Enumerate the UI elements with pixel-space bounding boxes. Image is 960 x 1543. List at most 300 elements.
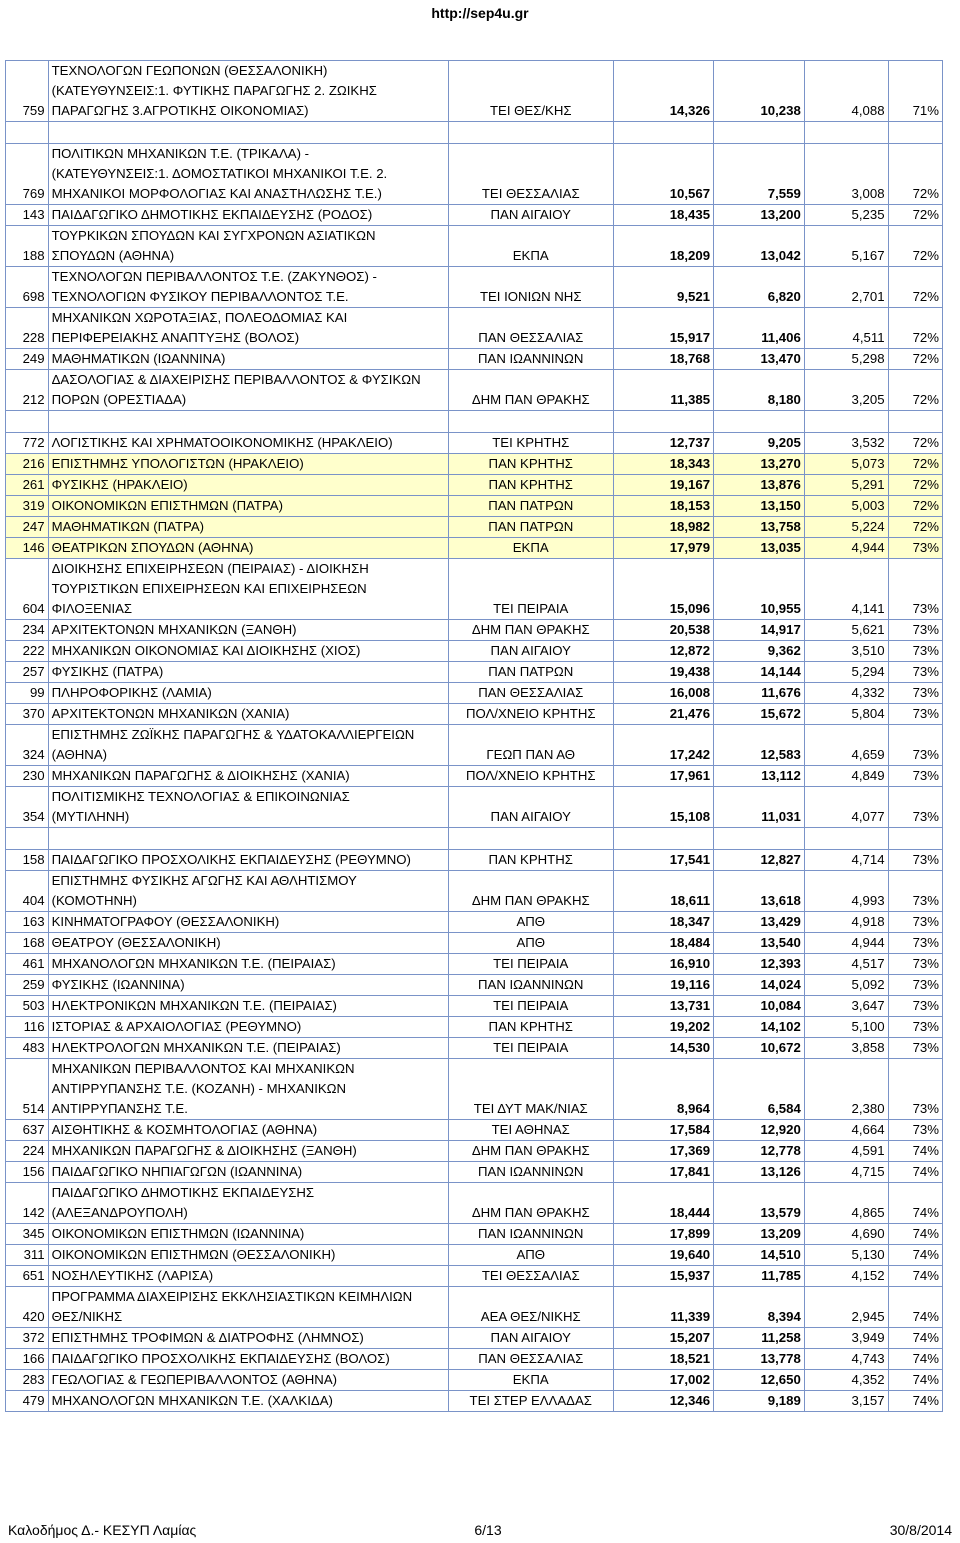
department-name-line: ΟΙΚΟΝΟΜΙΚΩΝ ΕΠΙΣΤΗΜΩΝ (ΠΑΤΡΑ) — [51, 498, 283, 513]
score-value-2: 13,126 — [714, 1162, 805, 1183]
institution: ΑΠΘ — [448, 933, 613, 954]
department-code: 483 — [6, 1038, 49, 1059]
score-value-1: 17,242 — [613, 725, 713, 766]
score-percentage: 72% — [888, 454, 942, 475]
score-difference: 4,332 — [804, 683, 888, 704]
score-percentage: 73% — [888, 766, 942, 787]
score-difference: 4,865 — [804, 1183, 888, 1224]
table-row — [6, 620, 943, 641]
score-difference: 5,621 — [804, 620, 888, 641]
department-name-line: ΚΙΝΗΜΑΤΟΓΡΑΦΟΥ (ΘΕΣΣΑΛΟΝΙΚΗ) — [51, 914, 280, 929]
department-name-line: ΑΝΤΙΡΡΥΠΑΝΣΗΣ Τ.Ε. (ΚΟΖΑΝΗ) - ΜΗΧΑΝΙΚΩΝ — [51, 1081, 347, 1096]
department-name-line: ΕΠΙΣΤΗΜΗΣ ΥΠΟΛΟΓΙΣΤΩΝ (ΗΡΑΚΛΕΙΟ) — [51, 456, 304, 471]
department-name-line: ΟΙΚΟΝΟΜΙΚΩΝ ΕΠΙΣΤΗΜΩΝ (ΙΩΑΝΝΙΝΑ) — [51, 1226, 305, 1241]
table-row — [6, 454, 943, 475]
score-difference: 4,743 — [804, 1349, 888, 1370]
footer-date: 30/8/2014 — [889, 1522, 952, 1538]
score-value-1: 17,841 — [613, 1162, 713, 1183]
department-name-line: ΘΕΑΤΡΟΥ (ΘΕΣΣΑΛΟΝΙΚΗ) — [51, 935, 221, 950]
institution: ΤΕΙ ΠΕΙΡΑΙΑ — [448, 996, 613, 1017]
department-code: 143 — [6, 205, 49, 226]
score-value-2: 12,583 — [714, 725, 805, 766]
department-name — [48, 850, 448, 871]
table-row — [6, 996, 943, 1017]
table-row — [6, 1017, 943, 1038]
score-value-2: 12,920 — [714, 1120, 805, 1141]
score-percentage: 71% — [888, 61, 942, 122]
score-value-1: 11,385 — [613, 370, 713, 411]
score-value-2: 13,209 — [714, 1224, 805, 1245]
department-name-line: ΠΟΛΙΤΙΣΜΙΚΗΣ ΤΕΧΝΟΛΟΓΙΑΣ & ΕΠΙΚΟΙΝΩΝΙΑΣ — [51, 789, 350, 804]
score-value-2: 13,270 — [714, 454, 805, 475]
department-code: 163 — [6, 912, 49, 933]
table-row — [6, 144, 943, 205]
department-name-line: ΠΑΙΔΑΓΩΓΙΚΟ ΔΗΜΟΤΙΚΗΣ ΕΚΠΑΙΔΕΥΣΗΣ — [51, 1185, 315, 1200]
score-percentage: 72% — [888, 475, 942, 496]
score-value-1: 18,435 — [613, 205, 713, 226]
table-row — [6, 267, 943, 308]
score-value-1: 14,530 — [613, 1038, 713, 1059]
score-difference: 5,130 — [804, 1245, 888, 1266]
department-name-line: ΤΕΧΝΟΛΟΓΩΝ ΓΕΩΠΟΝΩΝ (ΘΕΣΣΑΛΟΝΙΚΗ) — [51, 63, 328, 78]
institution: ΠΑΝ ΑΙΓΑΙΟΥ — [448, 641, 613, 662]
score-value-1: 18,153 — [613, 496, 713, 517]
table-row — [6, 912, 943, 933]
department-code: 234 — [6, 620, 49, 641]
table-row — [6, 1038, 943, 1059]
score-percentage: 74% — [888, 1370, 942, 1391]
table-row — [6, 766, 943, 787]
department-code: 372 — [6, 1328, 49, 1349]
department-code: 156 — [6, 1162, 49, 1183]
department-name-line: ΠΟΛΙΤΙΚΩΝ ΜΗΧΑΝΙΚΩΝ Τ.Ε. (ΤΡΙΚΑΛΑ) - — [51, 146, 310, 161]
department-code: 769 — [6, 144, 49, 205]
score-value-1: 17,961 — [613, 766, 713, 787]
score-percentage: 73% — [888, 850, 942, 871]
department-name-line: ΘΕΣ/ΝΙΚΗΣ — [51, 1309, 123, 1324]
department-name — [48, 1266, 448, 1287]
score-value-2: 14,102 — [714, 1017, 805, 1038]
score-difference: 2,945 — [804, 1287, 888, 1328]
score-value-2: 13,429 — [714, 912, 805, 933]
department-name-line: ΤΟΥΡΙΣΤΙΚΩΝ ΕΠΙΧΕΙΡΗΣΕΩΝ ΚΑΙ ΕΠΙΧΕΙΡΗΣΕΩΝ — [51, 581, 367, 596]
score-value-1: 11,339 — [613, 1287, 713, 1328]
department-name-line: ΜΗΧΑΝΙΚΩΝ ΟΙΚΟΝΟΜΙΑΣ ΚΑΙ ΔΙΟΙΚΗΣΗΣ (ΧΙΟΣ) — [51, 643, 361, 658]
score-value-2: 10,084 — [714, 996, 805, 1017]
score-value-2: 10,955 — [714, 559, 805, 620]
department-code: 249 — [6, 349, 49, 370]
table-row — [6, 226, 943, 267]
department-name — [48, 871, 448, 912]
score-percentage: 73% — [888, 1120, 942, 1141]
score-percentage: 72% — [888, 267, 942, 308]
score-percentage: 74% — [888, 1224, 942, 1245]
department-name-line: (ΚΑΤΕΥΘΥΝΣΕΙΣ:1. ΦΥΤΙΚΗΣ ΠΑΡΑΓΩΓΗΣ 2. ΖΩΙΚΗΣ — [51, 83, 377, 98]
institution: ΠΑΝ ΑΙΓΑΙΟΥ — [448, 787, 613, 828]
department-name-line: ΤΕΧΝΟΛΟΓΙΩΝ ΦΥΣΙΚΟΥ ΠΕΡΙΒΑΛΛΟΝΤΟΣ Τ.Ε. — [51, 289, 349, 304]
institution: ΕΚΠΑ — [448, 1370, 613, 1391]
department-name-line: ΕΠΙΣΤΗΜΗΣ ΤΡΟΦΙΜΩΝ & ΔΙΑΤΡΟΦΗΣ (ΛΗΜΝΟΣ) — [51, 1330, 364, 1345]
score-value-1: 9,521 — [613, 267, 713, 308]
institution: ΑΠΘ — [448, 1245, 613, 1266]
institution: ΠΑΝ ΚΡΗΤΗΣ — [448, 1017, 613, 1038]
score-value-1: 18,768 — [613, 349, 713, 370]
score-value-2: 13,150 — [714, 496, 805, 517]
institution: ΠΑΝ ΘΕΣΣΑΛΙΑΣ — [448, 308, 613, 349]
score-value-2: 11,676 — [714, 683, 805, 704]
department-name — [48, 787, 448, 828]
score-difference: 3,949 — [804, 1328, 888, 1349]
score-value-2: 13,200 — [714, 205, 805, 226]
department-name — [48, 433, 448, 454]
score-value-2: 13,876 — [714, 475, 805, 496]
score-value-1: 18,484 — [613, 933, 713, 954]
score-percentage: 73% — [888, 787, 942, 828]
score-percentage: 72% — [888, 433, 942, 454]
score-value-2: 7,559 — [714, 144, 805, 205]
table-row — [6, 349, 943, 370]
score-percentage: 72% — [888, 144, 942, 205]
department-name — [48, 1017, 448, 1038]
score-difference: 4,918 — [804, 912, 888, 933]
score-difference: 4,591 — [804, 1141, 888, 1162]
score-value-2: 13,035 — [714, 538, 805, 559]
department-code: 116 — [6, 1017, 49, 1038]
table-row — [6, 1391, 943, 1412]
institution: ΤΕΙ ΠΕΙΡΑΙΑ — [448, 954, 613, 975]
department-name-line: ΤΟΥΡΚΙΚΩΝ ΣΠΟΥΔΩΝ ΚΑΙ ΣΥΓΧΡΟΝΩΝ ΑΣΙΑΤΙΚΩΝ — [51, 228, 376, 243]
score-difference: 4,352 — [804, 1370, 888, 1391]
department-code: 259 — [6, 975, 49, 996]
table-row — [6, 933, 943, 954]
score-difference: 4,714 — [804, 850, 888, 871]
department-name-line: ΦΥΣΙΚΗΣ (ΗΡΑΚΛΕΙΟ) — [51, 477, 188, 492]
score-percentage: 73% — [888, 912, 942, 933]
table-row — [6, 1266, 943, 1287]
department-name-line: (ΚΟΜΟΤΗΝΗ) — [51, 893, 137, 908]
department-code: 404 — [6, 871, 49, 912]
department-name — [48, 1059, 448, 1120]
department-code: 230 — [6, 766, 49, 787]
score-percentage: 73% — [888, 933, 942, 954]
department-name — [48, 308, 448, 349]
score-value-1: 18,209 — [613, 226, 713, 267]
score-value-2: 14,510 — [714, 1245, 805, 1266]
department-name-line: ΠΑΡΑΓΩΓΗΣ 3.ΑΓΡΟΤΙΚΗΣ ΟΙΚΟΝΟΜΙΑΣ) — [51, 103, 309, 118]
department-name — [48, 454, 448, 475]
department-name — [48, 1328, 448, 1349]
score-value-1: 19,167 — [613, 475, 713, 496]
score-difference: 5,092 — [804, 975, 888, 996]
department-name-line: ΦΥΣΙΚΗΣ (ΙΩΑΝΝΙΝΑ) — [51, 977, 185, 992]
score-value-2: 9,362 — [714, 641, 805, 662]
department-name — [48, 517, 448, 538]
department-code: 772 — [6, 433, 49, 454]
score-percentage: 73% — [888, 662, 942, 683]
score-percentage: 73% — [888, 620, 942, 641]
score-percentage: 73% — [888, 1017, 942, 1038]
department-name-line: ΜΗΧΑΝΙΚΩΝ ΠΑΡΑΓΩΓΗΣ & ΔΙΟΙΚΗΣΗΣ (ΞΑΝΘΗ) — [51, 1143, 357, 1158]
institution: ΠΑΝ ΚΡΗΤΗΣ — [448, 454, 613, 475]
score-difference: 5,003 — [804, 496, 888, 517]
department-name-line: ΠΑΙΔΑΓΩΓΙΚΟ ΠΡΟΣΧΟΛΙΚΗΣ ΕΚΠΑΙΔΕΥΣΗΣ (ΒΟΛΟΣ) — [51, 1351, 390, 1366]
institution: ΠΑΝ ΑΙΓΑΙΟΥ — [448, 1328, 613, 1349]
score-value-1: 8,964 — [613, 1059, 713, 1120]
score-percentage: 72% — [888, 370, 942, 411]
score-value-2: 13,778 — [714, 1349, 805, 1370]
table-row — [6, 433, 943, 454]
department-name-line: ΜΗΧΑΝΟΛΟΓΩΝ ΜΗΧΑΝΙΚΩΝ Τ.Ε. (ΠΕΙΡΑΙΑΣ) — [51, 956, 336, 971]
score-value-1: 18,444 — [613, 1183, 713, 1224]
institution: ΤΕΙ ΘΕΣ/ΚΗΣ — [448, 61, 613, 122]
score-difference: 4,659 — [804, 725, 888, 766]
institution: ΤΕΙ ΠΕΙΡΑΙΑ — [448, 1038, 613, 1059]
score-difference: 4,517 — [804, 954, 888, 975]
department-name — [48, 538, 448, 559]
department-name — [48, 475, 448, 496]
score-value-1: 13,731 — [613, 996, 713, 1017]
department-code: 188 — [6, 226, 49, 267]
institution: ΓΕΩΠ ΠΑΝ ΑΘ — [448, 725, 613, 766]
institution: ΔΗΜ ΠΑΝ ΘΡΑΚΗΣ — [448, 1183, 613, 1224]
score-percentage: 74% — [888, 1349, 942, 1370]
department-name-line: ΗΛΕΚΤΡΟΛΟΓΩΝ ΜΗΧΑΝΙΚΩΝ Τ.Ε. (ΠΕΙΡΑΙΑΣ) — [51, 1040, 341, 1055]
score-value-1: 15,108 — [613, 787, 713, 828]
score-difference: 4,993 — [804, 871, 888, 912]
institution: ΔΗΜ ΠΑΝ ΘΡΑΚΗΣ — [448, 620, 613, 641]
table-spacer-row — [6, 411, 943, 433]
score-percentage: 74% — [888, 1183, 942, 1224]
table-row — [6, 538, 943, 559]
score-percentage: 74% — [888, 1391, 942, 1412]
department-name-line: ΠΑΙΔΑΓΩΓΙΚΟ ΠΡΟΣΧΟΛΙΚΗΣ ΕΚΠΑΙΔΕΥΣΗΣ (ΡΕΘΥΜΝΟ) — [51, 852, 411, 867]
score-difference: 4,849 — [804, 766, 888, 787]
department-code: 370 — [6, 704, 49, 725]
score-value-2: 8,180 — [714, 370, 805, 411]
table-row — [6, 517, 943, 538]
department-name-line: ΓΕΩΛΟΓΙΑΣ & ΓΕΩΠΕΡΙΒΑΛΛΟΝΤΟΣ (ΑΘΗΝΑ) — [51, 1372, 338, 1387]
institution: ΤΕΙ ΔΥΤ ΜΑΚ/ΝΙΑΣ — [448, 1059, 613, 1120]
score-percentage: 73% — [888, 725, 942, 766]
department-name — [48, 205, 448, 226]
table-row — [6, 871, 943, 912]
score-difference: 3,157 — [804, 1391, 888, 1412]
department-code: 168 — [6, 933, 49, 954]
department-name-line: ΤΕΧΝΟΛΟΓΩΝ ΠΕΡΙΒΑΛΛΟΝΤΟΣ Τ.Ε. (ΖΑΚΥΝΘΟΣ) - — [51, 269, 377, 284]
department-name-line: ΔΙΟΙΚΗΣΗΣ ΕΠΙΧΕΙΡΗΣΕΩΝ (ΠΕΙΡΑΙΑΣ) - ΔΙΟΙΚΗΣΗ — [51, 561, 369, 576]
department-name — [48, 267, 448, 308]
score-value-2: 11,406 — [714, 308, 805, 349]
department-code: 637 — [6, 1120, 49, 1141]
department-name-line: ΑΡΧΙΤΕΚΤΟΝΩΝ ΜΗΧΑΝΙΚΩΝ (ΧΑΝΙΑ) — [51, 706, 290, 721]
department-name — [48, 1120, 448, 1141]
department-name — [48, 1349, 448, 1370]
score-value-2: 10,672 — [714, 1038, 805, 1059]
department-name — [48, 766, 448, 787]
score-percentage: 74% — [888, 1266, 942, 1287]
score-percentage: 72% — [888, 349, 942, 370]
score-value-1: 15,917 — [613, 308, 713, 349]
score-difference: 2,701 — [804, 267, 888, 308]
institution: ΠΑΝ ΠΑΤΡΩΝ — [448, 496, 613, 517]
score-difference: 3,205 — [804, 370, 888, 411]
score-difference: 3,858 — [804, 1038, 888, 1059]
score-percentage: 74% — [888, 1328, 942, 1349]
score-value-2: 13,618 — [714, 871, 805, 912]
table-row — [6, 1328, 943, 1349]
institution: ΔΗΜ ΠΑΝ ΘΡΑΚΗΣ — [448, 871, 613, 912]
score-value-1: 17,369 — [613, 1141, 713, 1162]
institution: ΕΚΠΑ — [448, 538, 613, 559]
table-row — [6, 662, 943, 683]
score-value-2: 14,917 — [714, 620, 805, 641]
institution: ΠΑΝ ΑΙΓΑΙΟΥ — [448, 205, 613, 226]
score-difference: 4,664 — [804, 1120, 888, 1141]
department-name-line: (ΜΥΤΙΛΗΝΗ) — [51, 809, 130, 824]
department-name-line: ΦΙΛΟΞΕΝΙΑΣ — [51, 601, 133, 616]
score-value-1: 12,872 — [613, 641, 713, 662]
score-difference: 4,511 — [804, 308, 888, 349]
table-row — [6, 205, 943, 226]
score-percentage: 73% — [888, 1059, 942, 1120]
score-difference: 3,532 — [804, 433, 888, 454]
score-value-2: 13,112 — [714, 766, 805, 787]
score-percentage: 72% — [888, 226, 942, 267]
department-name — [48, 370, 448, 411]
department-name — [48, 1370, 448, 1391]
score-percentage: 74% — [888, 1141, 942, 1162]
department-name-line: ΝΟΣΗΛΕΥΤΙΚΗΣ (ΛΑΡΙΣΑ) — [51, 1268, 214, 1283]
department-name — [48, 559, 448, 620]
table-row — [6, 559, 943, 620]
score-value-1: 12,737 — [613, 433, 713, 454]
department-name — [48, 975, 448, 996]
department-name-line: ΜΗΧΑΝΙΚΩΝ ΧΩΡΟΤΑΞΙΑΣ, ΠΟΛΕΟΔΟΜΙΑΣ ΚΑΙ — [51, 310, 348, 325]
score-value-1: 12,346 — [613, 1391, 713, 1412]
score-value-1: 15,207 — [613, 1328, 713, 1349]
institution: ΤΕΙ ΚΡΗΤΗΣ — [448, 433, 613, 454]
department-code: 146 — [6, 538, 49, 559]
footer-author: Καλοδήμος Δ.- ΚΕΣΥΠ Λαμίας — [8, 1522, 197, 1538]
score-value-1: 20,538 — [613, 620, 713, 641]
table-row — [6, 850, 943, 871]
department-name — [48, 683, 448, 704]
institution: ΠΑΝ ΚΡΗΤΗΣ — [448, 475, 613, 496]
score-value-2: 11,258 — [714, 1328, 805, 1349]
institution: ΑΕΑ ΘΕΣ/ΝΙΚΗΣ — [448, 1287, 613, 1328]
institution: ΤΕΙ ΙΟΝΙΩΝ ΝΗΣ — [448, 267, 613, 308]
footer-page-number: 6/13 — [474, 1522, 502, 1538]
institution: ΠΑΝ ΙΩΑΝΝΙΝΩΝ — [448, 975, 613, 996]
score-value-2: 12,778 — [714, 1141, 805, 1162]
score-difference: 4,944 — [804, 933, 888, 954]
table-row — [6, 704, 943, 725]
table-row — [6, 954, 943, 975]
score-value-2: 12,827 — [714, 850, 805, 871]
department-code: 222 — [6, 641, 49, 662]
table-row — [6, 308, 943, 349]
institution: ΤΕΙ ΑΘΗΝΑΣ — [448, 1120, 613, 1141]
score-percentage: 72% — [888, 496, 942, 517]
department-code: 319 — [6, 496, 49, 517]
department-code: 257 — [6, 662, 49, 683]
score-difference: 5,298 — [804, 349, 888, 370]
score-percentage: 73% — [888, 559, 942, 620]
table-row — [6, 496, 943, 517]
institution: ΤΕΙ ΘΕΣΣΑΛΙΑΣ — [448, 1266, 613, 1287]
score-difference: 4,715 — [804, 1162, 888, 1183]
score-value-2: 13,540 — [714, 933, 805, 954]
score-value-1: 14,326 — [613, 61, 713, 122]
department-name-line: ΠΟΡΩΝ (ΟΡΕΣΤΙΑΔΑ) — [51, 392, 187, 407]
department-name — [48, 61, 448, 122]
score-value-1: 16,910 — [613, 954, 713, 975]
department-name — [48, 1224, 448, 1245]
department-code: 324 — [6, 725, 49, 766]
department-name-line: ΠΕΡΙΦΕΡΕΙΑΚΗΣ ΑΝΑΠΤΥΞΗΣ (ΒΟΛΟΣ) — [51, 330, 300, 345]
table-row — [6, 475, 943, 496]
institution: ΠΑΝ ΘΕΣΣΑΛΙΑΣ — [448, 1349, 613, 1370]
department-name-line: ΘΕΑΤΡΙΚΩΝ ΣΠΟΥΔΩΝ (ΑΘΗΝΑ) — [51, 540, 254, 555]
score-value-1: 18,521 — [613, 1349, 713, 1370]
table-row — [6, 1141, 943, 1162]
department-name — [48, 704, 448, 725]
department-name — [48, 954, 448, 975]
score-percentage: 73% — [888, 996, 942, 1017]
department-code: 759 — [6, 61, 49, 122]
institution: ΤΕΙ ΘΕΣΣΑΛΙΑΣ — [448, 144, 613, 205]
institution: ΠΑΝ ΘΕΣΣΑΛΙΑΣ — [448, 683, 613, 704]
score-difference: 5,804 — [804, 704, 888, 725]
department-name-line: ΠΑΙΔΑΓΩΓΙΚΟ ΝΗΠΙΑΓΩΓΩΝ (ΙΩΑΝΝΙΝΑ) — [51, 1164, 303, 1179]
table-row — [6, 1349, 943, 1370]
department-code: 261 — [6, 475, 49, 496]
score-difference: 5,235 — [804, 205, 888, 226]
department-name — [48, 226, 448, 267]
table-row — [6, 1287, 943, 1328]
department-code: 166 — [6, 1349, 49, 1370]
department-code: 604 — [6, 559, 49, 620]
department-name-line: ΑΝΤΙΡΡΥΠΑΝΣΗΣ Τ.Ε. — [51, 1101, 188, 1116]
table-spacer-row — [6, 828, 943, 850]
score-value-1: 15,937 — [613, 1266, 713, 1287]
score-value-2: 10,238 — [714, 61, 805, 122]
department-name-line: ΠΡΟΓΡΑΜΜΑ ΔΙΑΧΕΙΡΙΣΗΣ ΕΚΚΛΗΣΙΑΣΤΙΚΩΝ ΚΕΙΜΗΛΙΩΝ — [51, 1289, 413, 1304]
department-name-line: ΜΑΘΗΜΑΤΙΚΩΝ (ΠΑΤΡΑ) — [51, 519, 205, 534]
department-code: 354 — [6, 787, 49, 828]
department-code: 228 — [6, 308, 49, 349]
table-row — [6, 370, 943, 411]
score-value-1: 10,567 — [613, 144, 713, 205]
score-value-1: 16,008 — [613, 683, 713, 704]
department-name — [48, 933, 448, 954]
score-difference: 5,073 — [804, 454, 888, 475]
institution: ΤΕΙ ΣΤΕΡ ΕΛΛΑΔΑΣ — [448, 1391, 613, 1412]
score-percentage: 73% — [888, 683, 942, 704]
department-name — [48, 662, 448, 683]
department-code: 420 — [6, 1287, 49, 1328]
score-percentage: 73% — [888, 954, 942, 975]
institution: ΠΑΝ ΠΑΤΡΩΝ — [448, 662, 613, 683]
department-name — [48, 620, 448, 641]
institution: ΔΗΜ ΠΑΝ ΘΡΑΚΗΣ — [448, 1141, 613, 1162]
table-row — [6, 975, 943, 996]
department-name-line: ΟΙΚΟΝΟΜΙΚΩΝ ΕΠΙΣΤΗΜΩΝ (ΘΕΣΣΑΛΟΝΙΚΗ) — [51, 1247, 336, 1262]
department-name — [48, 496, 448, 517]
department-name-line: ΛΟΓΙΣΤΙΚΗΣ ΚΑΙ ΧΡΗΜΑΤΟΟΙΚΟΝΟΜΙΚΗΣ (ΗΡΑΚΛΕΙΟ) — [51, 435, 393, 450]
table-row — [6, 787, 943, 828]
department-name-line: ΔΑΣΟΛΟΓΙΑΣ & ΔΙΑΧΕΙΡΙΣΗΣ ΠΕΡΙΒΑΛΛΟΝΤΟΣ & ΦΥΣΙΚΩΝ — [51, 372, 421, 387]
